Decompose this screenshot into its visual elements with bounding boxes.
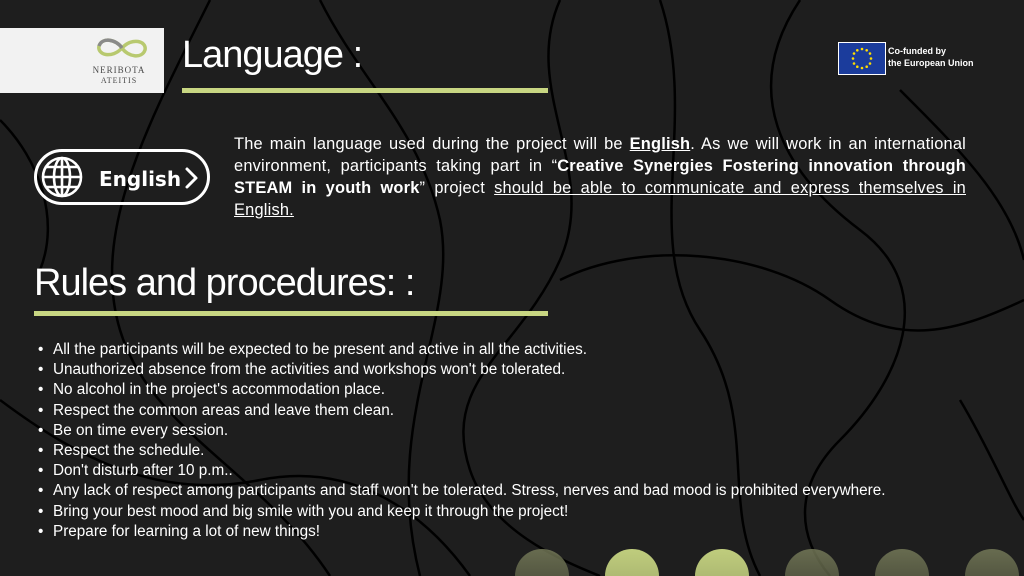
rule-item: • No alcohol in the project's accommodation place. — [38, 380, 886, 400]
para-requirement: should be able to communicate and express themselves in English. — [234, 179, 966, 219]
rules-list — [38, 340, 886, 542]
circle-5 — [875, 549, 929, 576]
para-project-name: Creative Synergies Fostering innovation through STEAM in youth work — [234, 157, 966, 197]
eu-flag-icon — [838, 42, 886, 75]
rules-heading: Rules and procedures: : — [34, 262, 415, 304]
rule-item: • Be on time every session. — [38, 421, 886, 441]
rules-heading-underline — [34, 311, 548, 316]
language-description — [234, 133, 966, 221]
rule-item: • Respect the schedule. — [38, 441, 886, 461]
chevron-right-icon — [183, 166, 199, 190]
eu-text-line1: Co-funded by — [888, 46, 946, 56]
logo-name-line2: ATEITIS — [100, 76, 138, 85]
rule-item: • Prepare for learning a lot of new things! — [38, 522, 886, 542]
circle-3 — [695, 549, 749, 576]
rule-item: • Don't disturb after 10 p.m.. — [38, 461, 886, 481]
para-english: English — [629, 135, 691, 153]
organization-logo — [0, 28, 164, 93]
circle-6 — [965, 549, 1019, 576]
logo-name-line1: NERIBOTA — [92, 65, 146, 75]
english-button-label: English — [99, 167, 182, 191]
rule-item: • Respect the common areas and leave them clean. — [38, 401, 886, 421]
circle-1 — [515, 549, 569, 576]
english-language-button[interactable] — [34, 149, 210, 205]
para-part2: . As we will work in an international environment, participants taking part in “ — [234, 135, 966, 175]
rule-item: • All the participants will be expected to be present and active in all the activities. — [38, 340, 886, 360]
rule-item: • Any lack of respect among participants and staff won't be tolerated. Stress, nerves and bad mood is prohibited everywhere. — [38, 481, 886, 501]
rule-item: • Unauthorized absence from the activities and workshops won't be tolerated. — [38, 360, 886, 380]
circle-2 — [605, 549, 659, 576]
globe-icon — [39, 154, 85, 200]
para-part3: ” project — [419, 179, 495, 197]
language-heading-underline — [182, 88, 548, 93]
para-part1: The main language used during the project will be — [234, 135, 630, 153]
eu-text-line2: the European Union — [888, 58, 974, 68]
infinity-logo-icon — [92, 33, 152, 63]
circle-4 — [785, 549, 839, 576]
language-heading: Language : — [182, 34, 363, 76]
rule-item: • Bring your best mood and big smile with you and keep it through the project! — [38, 502, 886, 522]
